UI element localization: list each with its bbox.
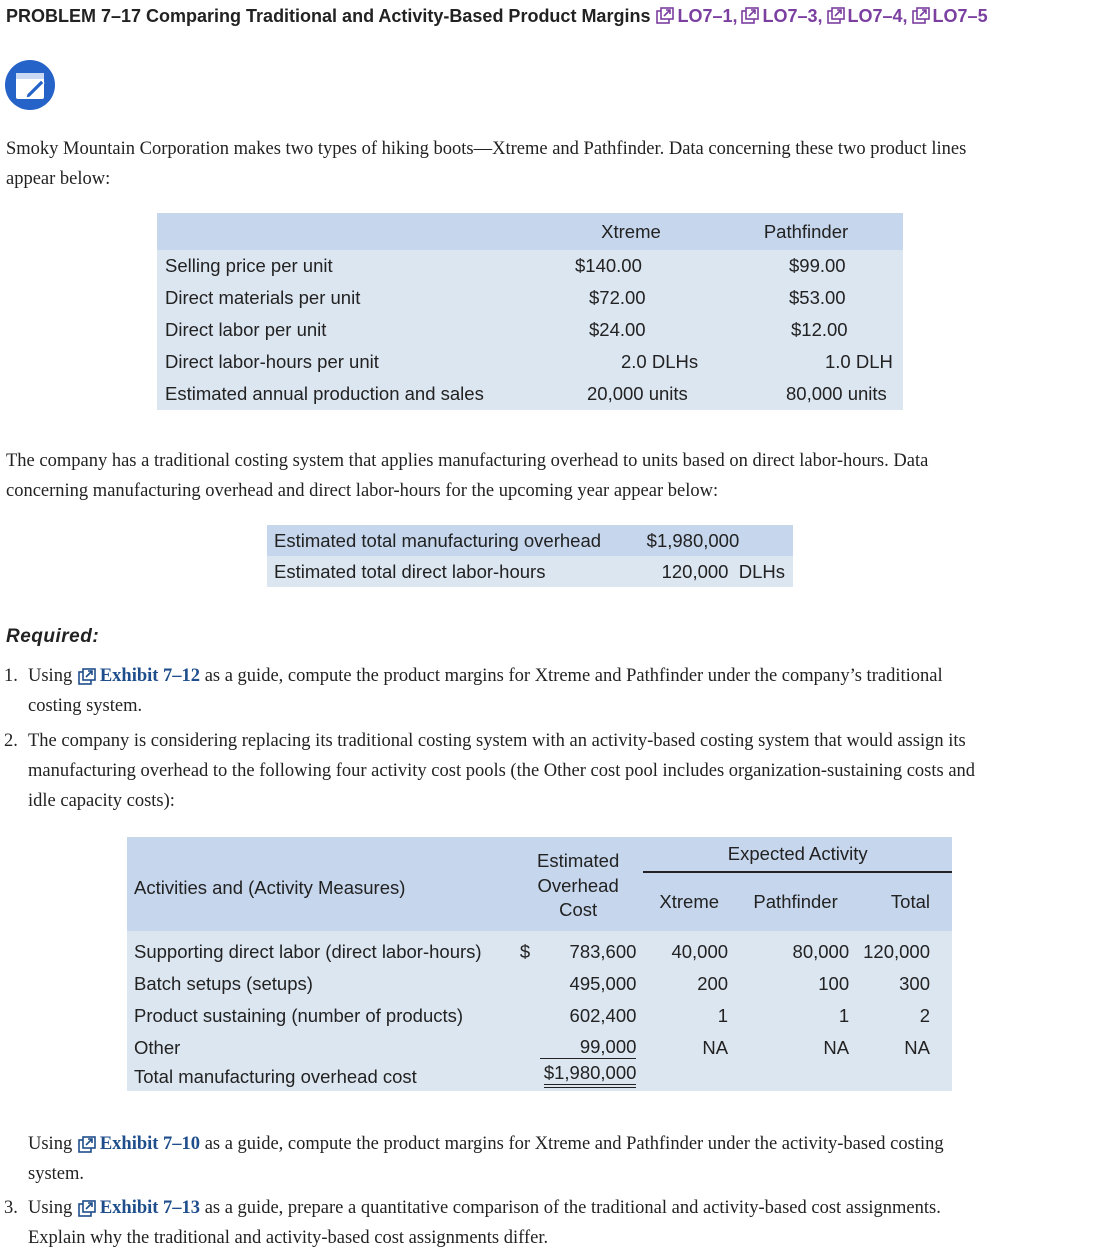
table-row: Estimated total manufacturing overhead $1,980,000 bbox=[267, 525, 793, 556]
required-heading: Required: bbox=[6, 626, 100, 647]
table-row: Other 99,000 NA NA NA bbox=[134, 1036, 930, 1058]
table-row: Direct labor per unit $24.00 $12.00 bbox=[165, 319, 848, 340]
table-row: Batch setups (setups) 495,000 200 100 300 bbox=[134, 973, 930, 994]
overhead-table bbox=[267, 525, 793, 587]
edit-sheet-icon bbox=[5, 60, 55, 110]
problem-title: PROBLEM 7–17 Comparing Traditional and Activity-Based Product Margins bbox=[6, 5, 651, 26]
intro-paragraph: Smoky Mountain Corporation makes two types of hiking boots—Xtreme and Pathfinder. Data concerning these two product lines appear below: bbox=[6, 139, 967, 189]
table-row: Selling price per unit $140.00 $99.00 bbox=[165, 255, 846, 276]
col-header-expected-activity: Expected Activity bbox=[643, 837, 952, 872]
worksheet-icon[interactable] bbox=[5, 60, 55, 110]
col-header-xtreme: Xtreme bbox=[553, 213, 709, 250]
col-header-total: Total bbox=[856, 872, 952, 931]
col-header-pathfinder: Pathfinder bbox=[709, 213, 903, 250]
col-header-xtreme: Xtreme bbox=[643, 872, 735, 931]
external-link-icon bbox=[741, 7, 759, 25]
exhibit-link-7-10[interactable]: Exhibit 7–10 bbox=[77, 1134, 205, 1154]
problem-header bbox=[6, 4, 988, 28]
product-data-table bbox=[157, 213, 903, 410]
external-link-icon bbox=[77, 668, 97, 686]
external-link-icon bbox=[656, 7, 674, 25]
required-item-3: 3. Using Exhibit 7–13 as a guide, prepare a quantitative comparison of the traditional and activity-based cost assignments. Explain why the traditional and activity-based cost assignments differ. bbox=[4, 1198, 941, 1248]
lo-link-4[interactable]: LO7–4, bbox=[827, 6, 908, 27]
exhibit-link-7-12[interactable]: Exhibit 7–12 bbox=[77, 666, 205, 686]
col-header-activities: Activities and (Activity Measures) bbox=[127, 837, 513, 931]
activity-cost-table: Activities and (Activity Measures) Estimated Expected Activity Overhead Xtreme Pathfinder Total Cost Supporting direct labor (direct labor-hours) $ 783,600 40,000 80,000 120,000 Batch setups (setups) 495,000 200 100 300 Product sustaining (number of products) 602,400 1 1 2 Other 99,000 NA NA NA Total manufacturing overhead cost $1,980,000 bbox=[127, 837, 952, 1091]
table-row: Product sustaining (number of products) 602,400 1 1 2 bbox=[134, 1005, 930, 1026]
table-row: Direct materials per unit $72.00 $53.00 bbox=[165, 287, 846, 308]
lo-link-5[interactable]: LO7–5 bbox=[912, 6, 988, 27]
required-item-1: 1. Using Exhibit 7–12 as a guide, compute the product margins for Xtreme and Pathfinder under the company’s traditional costing system. bbox=[4, 666, 943, 716]
table-row: Estimated total direct labor-hours 120,000 DLHs bbox=[274, 560, 785, 582]
table-row: Supporting direct labor (direct labor-hours) $ 783,600 40,000 80,000 120,000 bbox=[134, 941, 930, 962]
table-row: Direct labor-hours per unit 2.0 DLHs 1.0 DLH bbox=[165, 351, 893, 372]
table-row-total: Total manufacturing overhead cost $1,980,000 bbox=[134, 1062, 637, 1087]
exhibit-link-7-13[interactable]: Exhibit 7–13 bbox=[77, 1198, 205, 1218]
external-link-icon bbox=[912, 7, 930, 25]
external-link-icon bbox=[77, 1136, 97, 1154]
table-row: Estimated annual production and sales 20,000 units 80,000 units bbox=[165, 383, 887, 404]
required-item-2-continued: Using Exhibit 7–10 as a guide, compute the product margins for Xtreme and Pathfinder under the activity-based costing system. bbox=[28, 1134, 944, 1184]
external-link-icon bbox=[827, 7, 845, 25]
lo-link-1[interactable]: LO7–1, bbox=[656, 6, 737, 27]
external-link-icon bbox=[77, 1200, 97, 1218]
traditional-paragraph: The company has a traditional costing system that applies manufacturing overhead to units based on direct labor-hours. Data concerning manufacturing overhead and direct labor-hours for the upcoming year appear below: bbox=[6, 451, 929, 501]
lo-link-3[interactable]: LO7–3, bbox=[741, 6, 822, 27]
col-header-pathfinder: Pathfinder bbox=[735, 872, 856, 931]
required-item-2: 2. The company is considering replacing its traditional costing system with an activity-based costing system that would assign its manufacturing overhead to the following four activity cost pools (the Other cost pool includes organization-sustaining costs and idle capacity costs): bbox=[4, 731, 976, 811]
